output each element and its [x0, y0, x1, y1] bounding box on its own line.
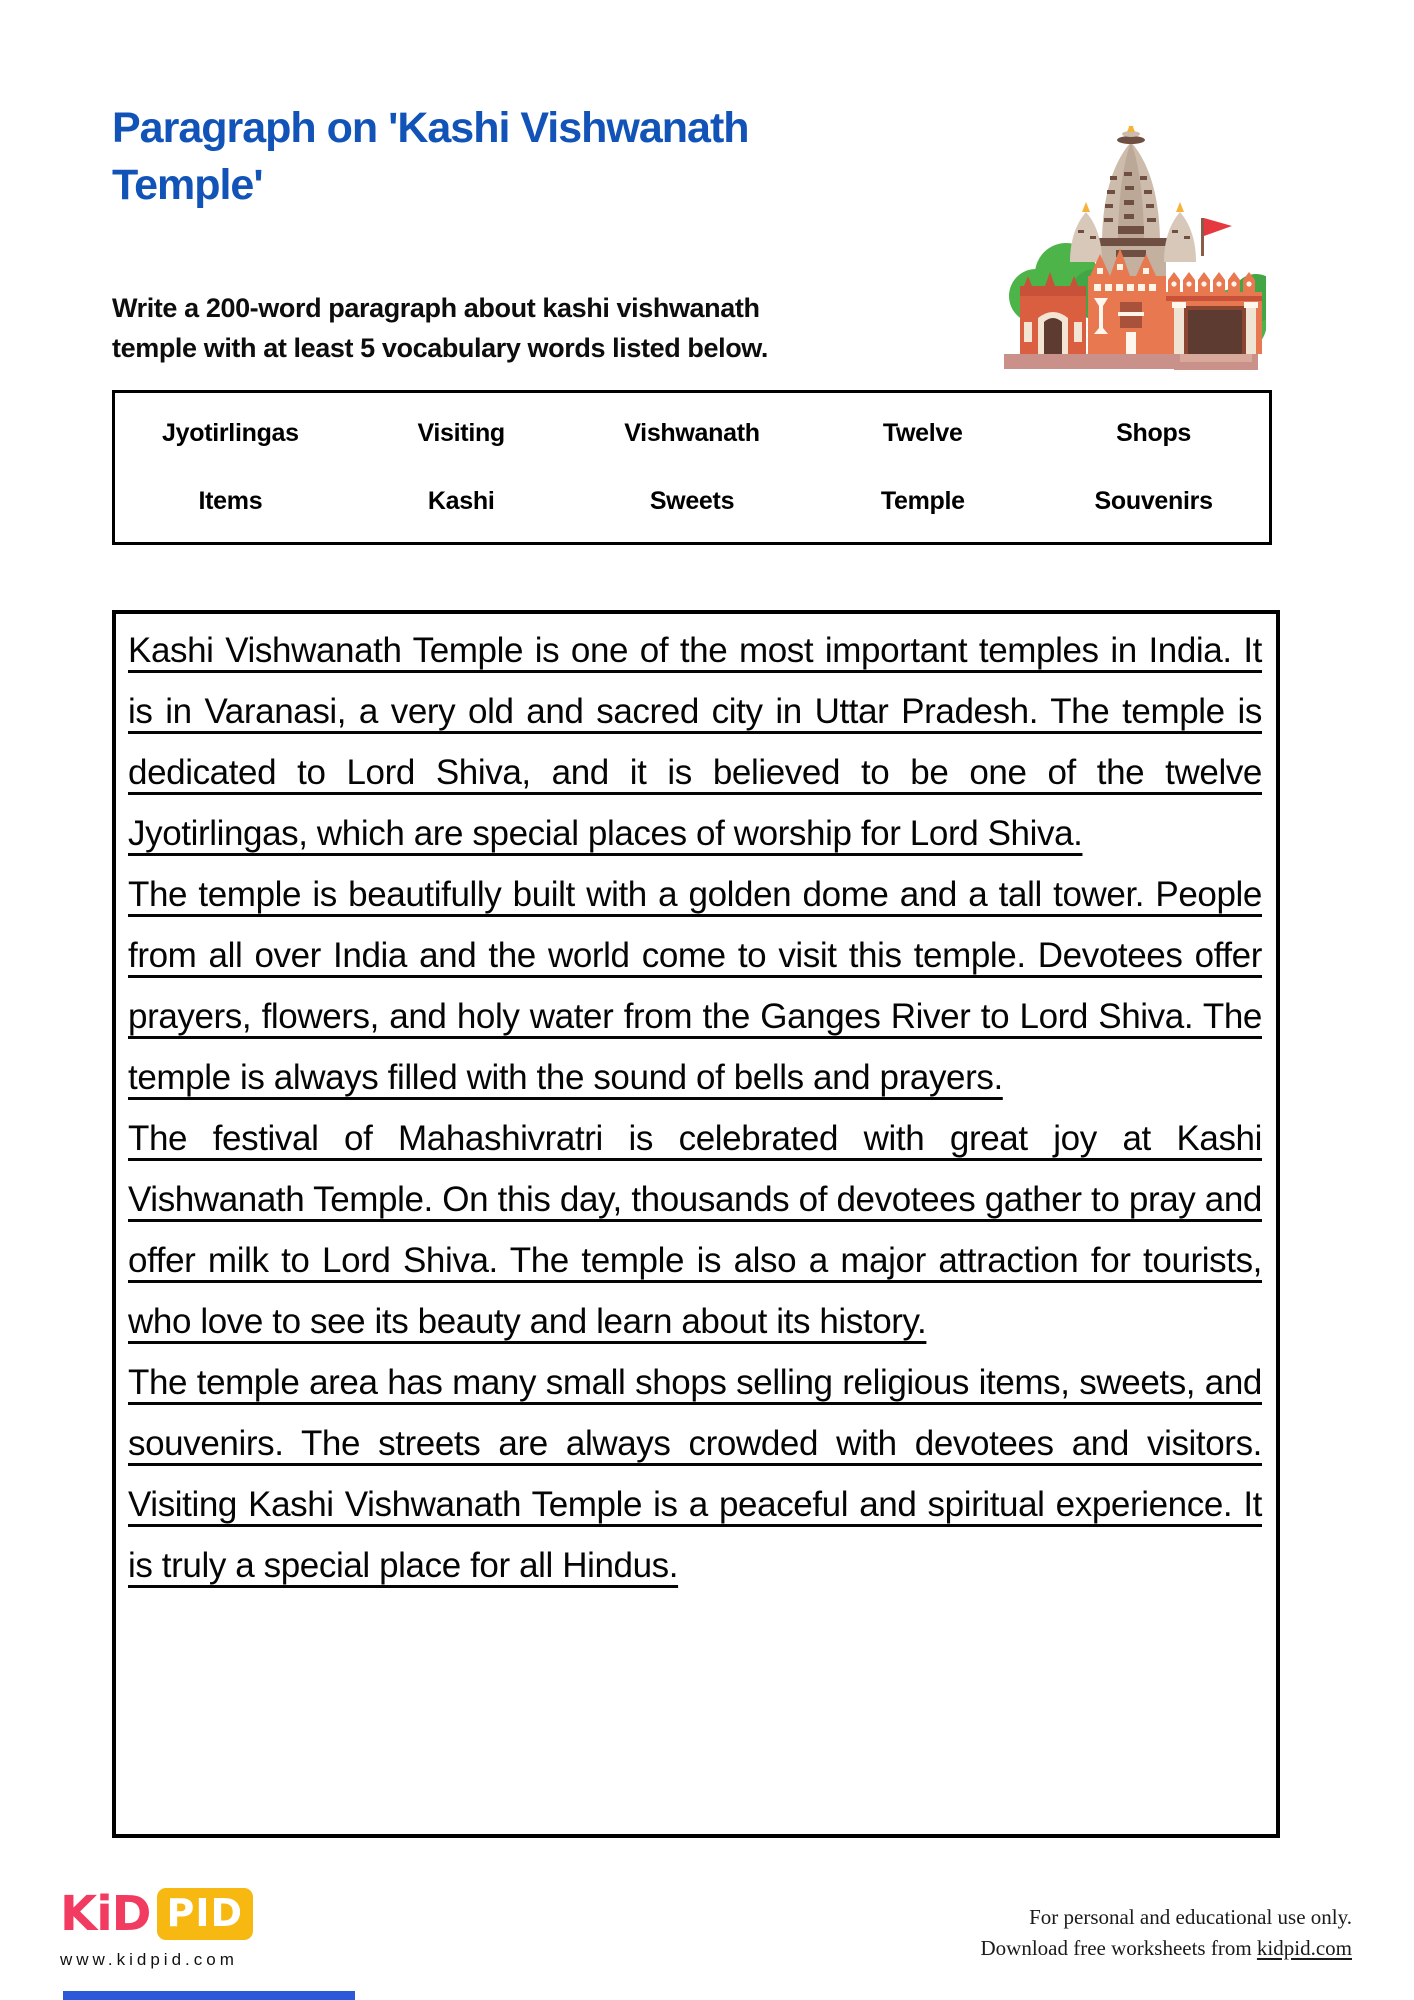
logo-pid-badge: PID [157, 1888, 254, 1940]
page-title: Paragraph on 'Kashi Vishwanath Temple' [112, 104, 749, 209]
essay-paragraph: The temple is beautifully built with a golden dome and a tall tower. People from all over India and the world come to visit this temple. Devotees offer prayers, flowers, and holy water from the Ganges River to Lord Shiva. The temple is always filled with the sound of bells and prayers. [128, 875, 1262, 1097]
side-spire-right [1164, 202, 1196, 262]
usage-note-line-2 [981, 1933, 1353, 1964]
temple-flag [1201, 218, 1232, 256]
instruction-line-1: Write a 200-word paragraph about kashi vishwanath [112, 293, 760, 323]
footer-blue-bar [63, 1991, 355, 2000]
essay-paragraph: The temple area has many small shops selling religious items, sweets, and souvenirs. The streets are always crowded with devotees and visitors. Visiting Kashi Vishwanath Temple is a peaceful and spiritual experience. It is truly a special place for all Hindus. [128, 1363, 1262, 1585]
vocab-word: Temple [880, 487, 965, 516]
vocab-word: Kashi [427, 487, 495, 516]
right-building [1166, 272, 1262, 370]
instruction-line-2: temple with at least 5 vocabulary words listed below. [112, 333, 768, 363]
kidpid-logo [60, 1886, 253, 1970]
kidpid-link[interactable]: kidpid.com [1256, 1936, 1352, 1960]
vocab-word: Items [198, 487, 263, 516]
vocab-word: Shops [1116, 418, 1192, 447]
logo-website-text: www.kidpid.com [60, 1950, 238, 1969]
essay-paragraph: Kashi Vishwanath Temple is one of the most important temples in India. It is in Varanasi, a very old and sacred city in Uttar Pradesh. The temple is dedicated to Lord Shiva, and it is believed to be one of the twelve Jyotirlingas, which are special places of worship for Lord Shiva. [128, 631, 1262, 853]
instruction-text [112, 288, 872, 368]
vocab-word: Vishwanath [624, 418, 760, 447]
vocab-word: Twelve [882, 418, 963, 447]
main-spire [1090, 126, 1174, 276]
vocab-word: Visiting [417, 418, 505, 447]
side-spire-left [1070, 202, 1102, 262]
essay-text-box [112, 610, 1280, 1838]
logo-kid-text: KiD [60, 1886, 151, 1942]
kashi-vishwanath-temple-illustration [998, 126, 1266, 378]
vocabulary-box [112, 390, 1272, 545]
vocab-word: Souvenirs [1094, 487, 1213, 516]
usage-note-line-1: For personal and educational use only. [1029, 1905, 1352, 1929]
essay-paragraph: The festival of Mahashivratri is celebrated with great joy at Kashi Vishwanath Temple. On this day, thousands of devotees gather to pray and offer milk to Lord Shiva. The temple is also a major attraction for tourists, who love to see its beauty and learn about its history. [128, 1119, 1262, 1341]
left-building [1020, 272, 1086, 354]
vocab-word: Jyotirlingas [162, 418, 299, 447]
vocab-word: Sweets [649, 487, 735, 516]
footer-usage-note [981, 1902, 1353, 1964]
usage-note-prefix: Download free worksheets from [980, 1936, 1257, 1960]
